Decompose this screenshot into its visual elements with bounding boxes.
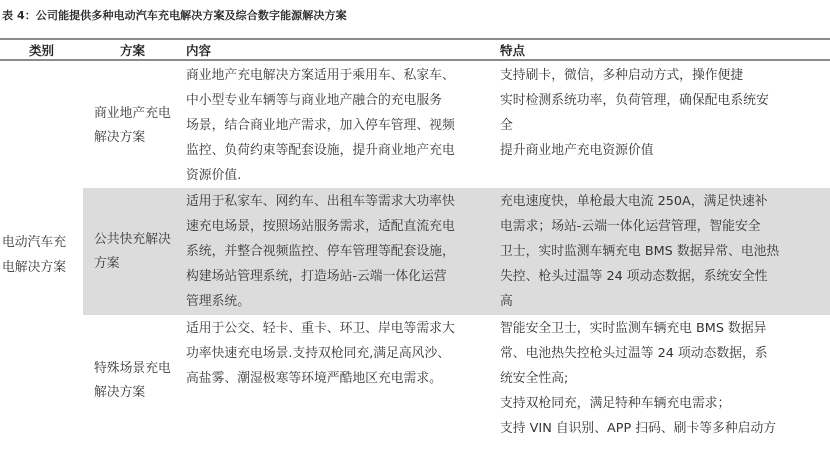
feature-line: 电需求；场站-云端一体化运营管理，智能安全 [500, 219, 761, 234]
content-cell [182, 188, 496, 315]
feature-line: 充电速度快，单枪最大电流 250A，满足快速补 [500, 194, 768, 209]
content-line: 系统，并整合视频监控、停车管理等配套设施， [186, 244, 455, 259]
content-line: 商业地产充电解决方案适用于乘用车、私家车、 [186, 68, 455, 83]
content-line: 速充电场景，按照场站服务需求，适配直流充电 [186, 219, 455, 234]
category-cell [0, 60, 83, 446]
content-line: 适用于公交、轻卡、重卡、环卫、岸电等需求大 [186, 321, 455, 336]
feature-line: 失控、枪头过温等 24 项动态数据，系统安全性 [500, 269, 768, 284]
features-cell [496, 188, 830, 315]
feature-line: 高 [500, 294, 513, 309]
content-line: 高盐雾、潮湿极寒等环境严酷地区充电需求。 [186, 371, 442, 386]
category-label: 电动汽车充电解决方案 [2, 234, 66, 275]
content-cell [182, 60, 496, 188]
table-row [0, 188, 830, 315]
plan-cell [83, 315, 182, 446]
content-line: 功率快速充电场景.支持双枪同充,满足高风沙、 [186, 346, 451, 361]
header-row [0, 39, 830, 60]
features-cell [496, 60, 830, 188]
feature-line: 常、电池热失控枪头过温等 24 项动态数据，系 [500, 346, 768, 361]
plan-cell [83, 60, 182, 188]
feature-line: 智能安全卫士，实时监测车辆充电 BMS 数据异 [500, 321, 767, 336]
header-features: 特点 [496, 39, 830, 60]
plan-label: 公共快充解决方案 [94, 232, 171, 271]
solutions-table [0, 38, 830, 446]
content-line: 资源价值. [186, 168, 242, 183]
features-cell [496, 315, 830, 446]
content-cell [182, 315, 496, 446]
header-content: 内容 [182, 39, 496, 60]
plan-label: 特殊场景充电解决方案 [94, 361, 171, 400]
feature-line: 卫士，实时监测车辆充电 BMS 数据异常、电池热 [500, 244, 780, 259]
feature-line: 提升商业地产充电资源价值 [500, 143, 654, 158]
header-category: 类别 [0, 39, 83, 60]
content-line: 监控、负荷约束等配套设施，提升商业地产充电 [186, 143, 455, 158]
feature-line: 全 [500, 118, 513, 133]
content-line: 管理系统。 [186, 294, 250, 309]
content-line: 场景，结合商业地产需求，加入停车管理、视频 [186, 118, 455, 133]
feature-line: 支持双枪同充，满足特种车辆充电需求； [500, 396, 731, 411]
feature-line: 实时检测系统功率，负荷管理，确保配电系统安 [500, 93, 769, 108]
table-row [0, 60, 830, 188]
header-plan: 方案 [83, 39, 182, 60]
content-line: 构建场站管理系统，打造场站-云端一体化运营 [186, 269, 447, 284]
plan-label: 商业地产充电解决方案 [94, 105, 171, 145]
feature-line: 支持 VIN 自识别、APP 扫码、刷卡等多种启动方 [500, 421, 777, 436]
feature-line: 统安全性高; [500, 371, 569, 386]
content-line: 中小型专业车辆等与商业地产融合的充电服务 [186, 93, 442, 108]
table-row [0, 315, 830, 446]
feature-line: 支持刷卡，微信，多种启动方式，操作便捷 [500, 68, 744, 83]
table-caption: 表 4：公司能提供多种电动汽车充电解决方案及综合数字能源解决方案 [2, 9, 347, 22]
plan-cell [83, 188, 182, 315]
content-line: 适用于私家车、网约车、出租车等需求大功率快 [186, 194, 455, 209]
